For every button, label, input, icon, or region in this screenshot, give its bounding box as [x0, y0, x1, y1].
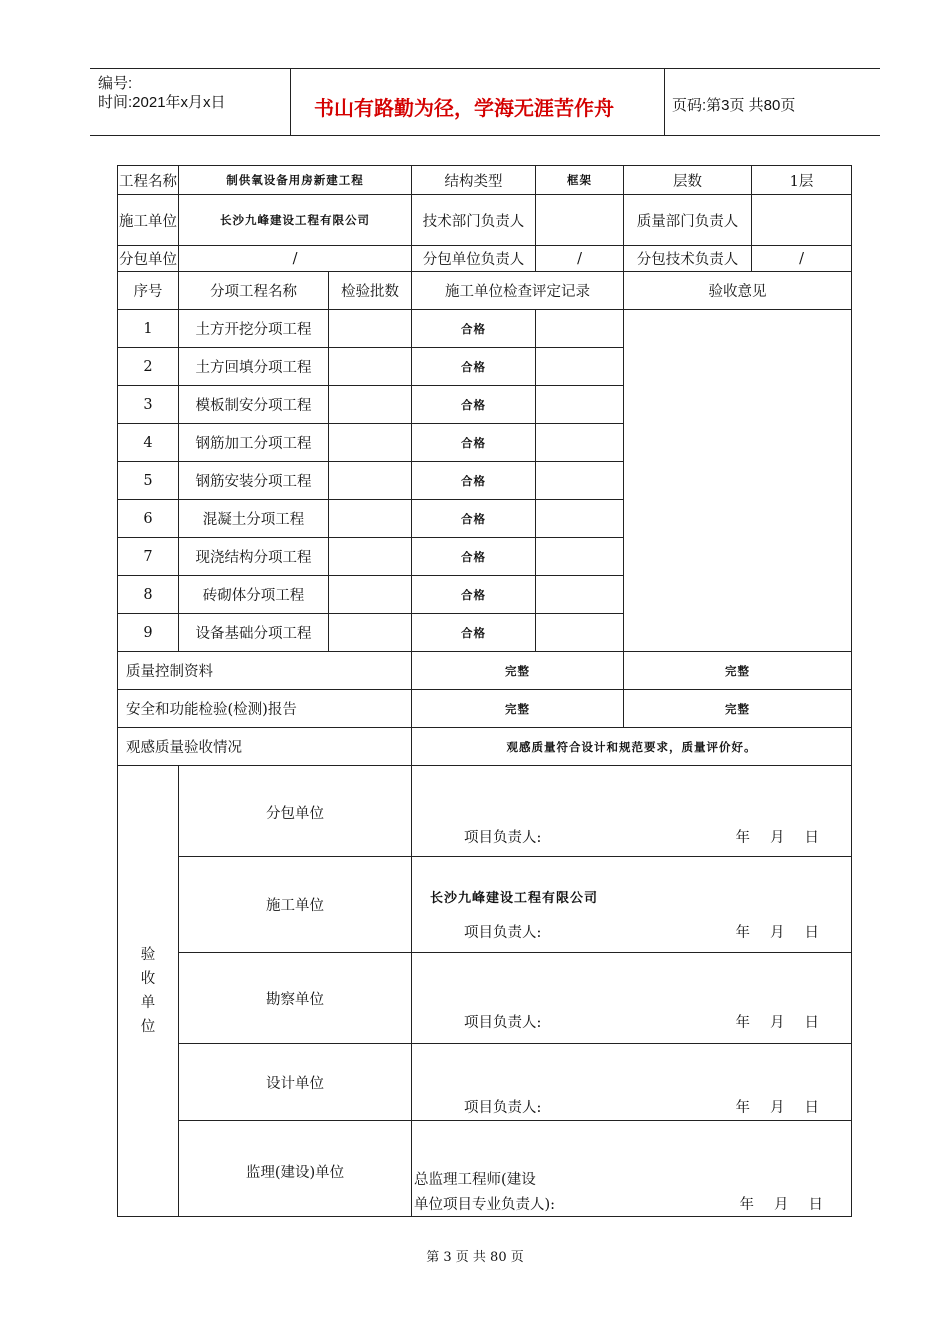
sub-tech-label: 分包技术负责人 — [624, 246, 752, 272]
project-name-value: 制供氧设备用房新建工程 — [179, 166, 412, 195]
item-record-extra — [536, 500, 624, 538]
column-header-row — [118, 272, 852, 310]
item-result: 合格 — [412, 310, 536, 348]
item-result: 合格 — [412, 348, 536, 386]
item-batches — [329, 614, 412, 652]
item-batches — [329, 462, 412, 500]
pm-label: 项目负责人: — [464, 1100, 542, 1116]
header-top-rule — [90, 68, 880, 69]
item-result: 合格 — [412, 424, 536, 462]
project-row-2 — [118, 195, 852, 246]
table-row — [118, 310, 852, 348]
item-no: 2 — [118, 348, 179, 386]
acceptance-group-char: 验 — [140, 947, 156, 963]
qc-data-record: 完整 — [412, 652, 624, 690]
safety-report-label: 安全和功能检验(检测)报告 — [118, 690, 412, 728]
unit-sign-survey — [412, 953, 852, 1044]
tech-head-value — [536, 195, 624, 246]
unit-sign-sub — [412, 766, 852, 857]
item-name: 钢筋加工分项工程 — [179, 424, 329, 462]
quality-head-label: 质量部门负责人 — [624, 195, 752, 246]
header-bottom-rule — [90, 135, 880, 136]
pm-label: 项目负责人: — [464, 830, 542, 846]
acceptance-group-char: 位 — [140, 1019, 156, 1035]
unit-sign-contractor — [412, 857, 852, 953]
item-name: 混凝土分项工程 — [179, 500, 329, 538]
header-divider-right — [664, 68, 665, 136]
project-name-label: 工程名称 — [118, 166, 179, 195]
unit-label-survey: 勘察单位 — [179, 953, 412, 1044]
acceptance-row-survey — [118, 953, 852, 1044]
item-name: 设备基础分项工程 — [179, 614, 329, 652]
page-footer: 第 3 页 共 80 页 — [426, 1250, 524, 1265]
unit-label-design: 设计单位 — [179, 1044, 412, 1121]
item-batches — [329, 348, 412, 386]
floors-label: 层数 — [624, 166, 752, 195]
motto-text: 书山有路勤为径，学海无涯苦作舟 — [314, 96, 614, 120]
item-result: 合格 — [412, 462, 536, 500]
item-record-extra — [536, 348, 624, 386]
unit-label-sub: 分包单位 — [179, 766, 412, 857]
safety-report-opinion: 完整 — [624, 690, 852, 728]
serial-label: 编号: — [98, 75, 133, 92]
sub-tech-value: / — [752, 246, 852, 272]
item-no: 5 — [118, 462, 179, 500]
qc-data-row — [118, 652, 852, 690]
col-header-batches: 检验批数 — [329, 272, 412, 310]
contractor-label: 施工单位 — [118, 195, 179, 246]
item-record-extra — [536, 538, 624, 576]
item-result: 合格 — [412, 386, 536, 424]
acceptance-row-contractor — [118, 857, 852, 953]
supervision-sign-line-1: 总监理工程师(建设 — [414, 1172, 536, 1188]
unit-label-contractor: 施工单位 — [179, 857, 412, 953]
structure-type-value: 框架 — [536, 166, 624, 195]
col-header-item: 分项工程名称 — [179, 272, 329, 310]
acceptance-form-table — [117, 165, 852, 1217]
project-row-1 — [118, 166, 852, 195]
acceptance-row-supervision — [118, 1121, 852, 1217]
contractor-company: 长沙九峰建设工程有限公司 — [430, 891, 599, 906]
sign-date: 年 月 日 — [735, 925, 822, 941]
item-result: 合格 — [412, 614, 536, 652]
sign-date: 年 月 日 — [739, 1197, 826, 1213]
item-result: 合格 — [412, 576, 536, 614]
appearance-label: 观感质量验收情况 — [118, 728, 412, 766]
acceptance-group-char: 单 — [140, 995, 156, 1011]
appearance-row — [118, 728, 852, 766]
item-record-extra — [536, 386, 624, 424]
item-name: 土方回填分项工程 — [179, 348, 329, 386]
item-record-extra — [536, 462, 624, 500]
item-batches — [329, 386, 412, 424]
item-no: 8 — [118, 576, 179, 614]
item-no: 3 — [118, 386, 179, 424]
item-batches — [329, 310, 412, 348]
qc-data-label: 质量控制资料 — [118, 652, 412, 690]
item-record-extra — [536, 310, 624, 348]
item-name: 现浇结构分项工程 — [179, 538, 329, 576]
sign-date: 年 月 日 — [735, 830, 822, 846]
contractor-value: 长沙九峰建设工程有限公司 — [179, 195, 412, 246]
item-name: 土方开挖分项工程 — [179, 310, 329, 348]
unit-label-supervision: 监理(建设)单位 — [179, 1121, 412, 1217]
col-header-opinion: 验收意见 — [624, 272, 852, 310]
sub-head-label: 分包单位负责人 — [412, 246, 536, 272]
item-name: 模板制安分项工程 — [179, 386, 329, 424]
tech-head-label: 技术部门负责人 — [412, 195, 536, 246]
item-no: 7 — [118, 538, 179, 576]
structure-type-label: 结构类型 — [412, 166, 536, 195]
acceptance-group-char: 收 — [140, 971, 156, 987]
acceptance-row-sub — [118, 766, 852, 857]
sign-date: 年 月 日 — [735, 1100, 822, 1116]
item-result: 合格 — [412, 538, 536, 576]
item-record-extra — [536, 424, 624, 462]
sign-date: 年 月 日 — [735, 1015, 822, 1031]
pm-label: 项目负责人: — [464, 1015, 542, 1031]
header-divider-left — [290, 68, 291, 136]
safety-report-row — [118, 690, 852, 728]
floors-value: 1层 — [752, 166, 852, 195]
item-result: 合格 — [412, 500, 536, 538]
item-record-extra — [536, 614, 624, 652]
sub-head-value: / — [536, 246, 624, 272]
supervision-sign-line-2: 单位项目专业负责人): — [414, 1197, 556, 1213]
item-batches — [329, 424, 412, 462]
time-label: 时间:2021年x月x日 — [98, 94, 226, 111]
item-record-extra — [536, 576, 624, 614]
item-no: 9 — [118, 614, 179, 652]
item-no: 1 — [118, 310, 179, 348]
items-opinion-cell — [624, 310, 852, 652]
qc-data-opinion: 完整 — [624, 652, 852, 690]
item-no: 6 — [118, 500, 179, 538]
unit-sign-design — [412, 1044, 852, 1121]
page-info: 页码:第3页 共80页 — [672, 97, 796, 114]
quality-head-value — [752, 195, 852, 246]
unit-sign-supervision — [412, 1121, 852, 1217]
appearance-value: 观感质量符合设计和规范要求，质量评价好。 — [412, 728, 852, 766]
acceptance-group-label — [118, 766, 179, 1217]
item-name: 钢筋安装分项工程 — [179, 462, 329, 500]
item-batches — [329, 500, 412, 538]
sub-unit-label: 分包单位 — [118, 246, 179, 272]
col-header-record: 施工单位检查评定记录 — [412, 272, 624, 310]
item-name: 砖砌体分项工程 — [179, 576, 329, 614]
item-batches — [329, 538, 412, 576]
acceptance-row-design — [118, 1044, 852, 1121]
col-header-no: 序号 — [118, 272, 179, 310]
pm-label: 项目负责人: — [464, 925, 542, 941]
item-batches — [329, 576, 412, 614]
project-row-3 — [118, 246, 852, 272]
safety-report-record: 完整 — [412, 690, 624, 728]
item-no: 4 — [118, 424, 179, 462]
sub-unit-value: / — [179, 246, 412, 272]
